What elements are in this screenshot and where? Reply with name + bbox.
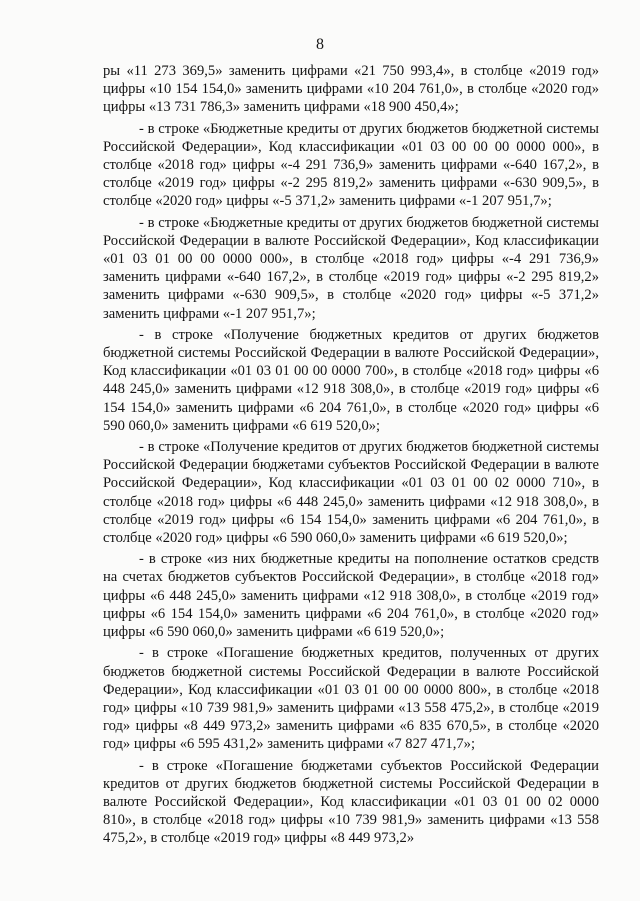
- paragraph-repayment-subjects: - в строке «Погашение бюджетами субъектов Российской Федерации кредитов от других бюджетов бюджетной системы Российской Федерации в валюте Российской Федерации», Код классификации «01 03 01 00 02 0000 810», в столбце «2018 год» цифры «10 739 981,9» заменить цифрами «13 558 475,2», в столбце «2019 год» цифры «8 449 973,2»: [103, 757, 599, 847]
- paragraph-budget-credits: - в строке «Бюджетные кредиты от других бюджетов бюджетной системы Российской Федерации», Код классификации «01 03 00 00 00 0000 000», в столбце «2018 год» цифры «-4 291 736,9» заменить цифрами «-640 167,2», в столбце «2019 год» цифры «-2 295 819,2» заменить цифрами «-630 909,5», в столбце «2020 год» цифры «-5 371,2» заменить цифрами «-1 207 951,7»;: [103, 120, 599, 210]
- page-number: 8: [316, 36, 324, 53]
- paragraph-continuation: ры «11 273 369,5» заменить цифрами «21 750 993,4», в столбце «2019 год» цифры «10 154 154,0» заменить цифрами «10 204 761,0», в столбце «2020 год» цифры «13 731 786,3» заменить цифрами «18 900 450,4»;: [103, 63, 599, 116]
- paragraph-budget-credits-rub: - в строке «Бюджетные кредиты от других бюджетов бюджетной системы Российской Федерации в валюте Российской Федерации», Код классификации «01 03 01 00 00 0000 000», в столбце «2018 год» цифры «-4 291 736,9» заменить цифрами «-640 167,2», в столбце «2019 год» цифры «-2 295 819,2» заменить цифрами «-630 909,5», в столбце «2020 год» цифры «-5 371,2» заменить цифрами «-1 207 951,7»;: [103, 214, 599, 322]
- paragraph-repayment-credits: - в строке «Погашение бюджетных кредитов, полученных от других бюджетов бюджетной системы Российской Федерации в валюте Российской Федерации», Код классификации «01 03 01 00 00 0000 800», в столбце «2018 год» цифры «10 739 981,9» заменить цифрами «13 558 475,2», в столбце «2019 год» цифры «8 449 973,2» заменить цифрами «6 835 670,5», в столбце «2020 год» цифры «6 595 431,2» заменить цифрами «7 827 471,7»;: [103, 645, 599, 753]
- paragraph-replenishment-credits: - в строке «из них бюджетные кредиты на пополнение остатков средств на счетах бюджетов субъектов Российской Федерации», в столбце «2018 год» цифры «6 448 245,0» заменить цифрами «12 918 308,0», в столбце «2019 год» цифры «6 154 154,0» заменить цифрами «6 204 761,0», в столбце «2020 год» цифры «6 590 060,0» заменить цифрами «6 619 520,0»;: [103, 551, 599, 641]
- paragraph-receipt-credits: - в строке «Получение бюджетных кредитов от других бюджетов бюджетной системы Российской Федерации в валюте Российской Федерации», Код классификации «01 03 01 00 00 0000 700», в столбце «2018 год» цифры «6 448 245,0» заменить цифрами «12 918 308,0», в столбце «2019 год» цифры «6 154 154,0» заменить цифрами «6 204 761,0», в столбце «2020 год» цифры «6 590 060,0» заменить цифрами «6 619 520,0»;: [103, 326, 599, 434]
- document-body: [103, 62, 599, 851]
- paragraph-receipt-credits-subjects: - в строке «Получение кредитов от других бюджетов бюджетной системы Российской Федерации бюджетами субъектов Российской Федерации в валюте Российской Федерации», Код классификации «01 03 01 00 02 0000 710», в столбце «2018 год» цифры «6 448 245,0» заменить цифрами «12 918 308,0», в столбце «2019 год» цифры «6 154 154,0» заменить цифрами «6 204 761,0», в столбце «2020 год» цифры «6 590 060,0» заменить цифрами «6 619 520,0»;: [103, 439, 599, 547]
